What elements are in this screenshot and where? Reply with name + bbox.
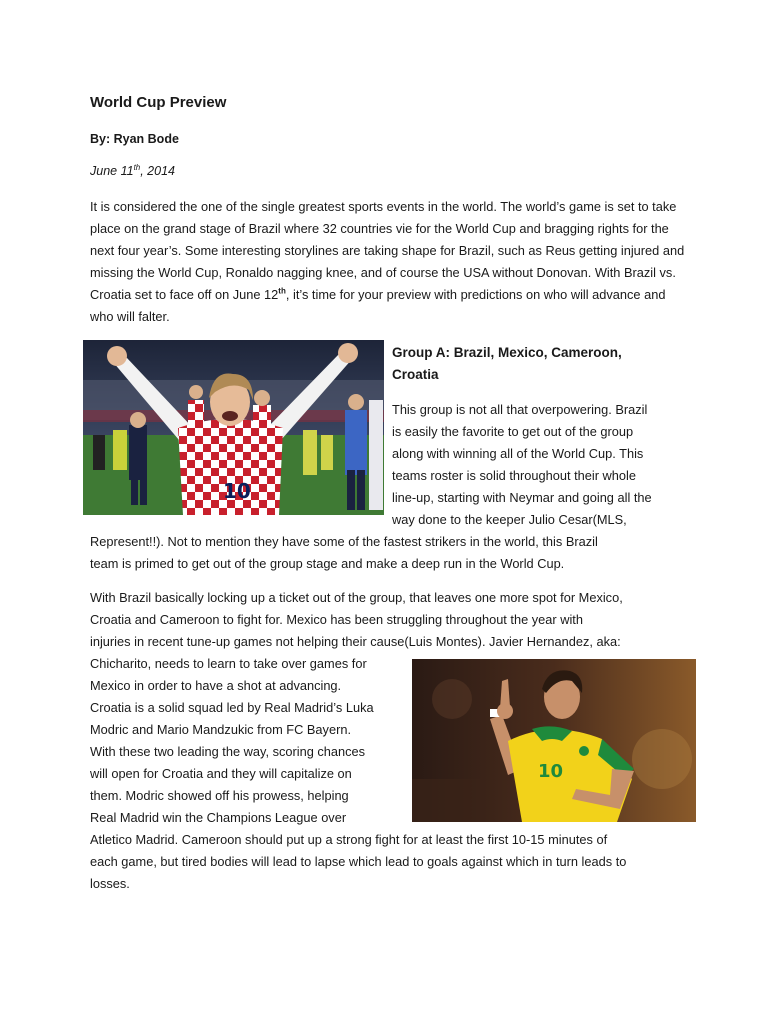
croatia-shirt-number: 10 [223,479,251,503]
mexico-para-line: Atletico Madrid. Cameroon should put up a strong fight for at least the first 10-15 minutes of [90,832,608,847]
croatia-player-photo [83,340,384,515]
group-a-line: Represent!!). Not to mention they have some of the fastest strikers in the world, this Brazil [90,534,598,549]
group-a-line: This group is not all that overpowering. Brazil [392,402,648,417]
group-a-line: teams roster is solid throughout their whole [392,468,636,483]
group-a-line: team is primed to get out of the group stage and make a deep run in the World Cup. [90,556,565,571]
group-a-line: is easily the favorite to get out of the group [392,424,634,439]
group-a-line: line-up, starting with Neymar and going all the [392,490,652,505]
mexico-para-line: With Brazil basically locking up a ticket out of the group, that leaves one more spot for Mexico, [90,590,623,605]
mexico-para-line: losses. [90,876,130,891]
mexico-para-line: each game, but tired bodies will lead to lapse which lead to goals against which in turn leads to [90,854,627,869]
intro-text-end: , it’s time for your preview with predictions on who will advance and who will falter. [90,287,666,324]
mexico-para-line: Chicharito, needs to learn to take over games for [90,656,367,671]
mexico-para-line: Real Madrid win the Champions League over [90,810,347,825]
date-superscript: th [133,163,141,172]
intro-paragraph [90,196,690,328]
mexico-para-line: Modric and Mario Mandzukic from FC Bayern. [90,722,351,737]
mexico-para-line: With these two leading the way, scoring chances [90,744,366,759]
mexico-para-line: them. Modric showed off his prowess, helping [90,788,349,803]
intro-text: It is considered the one of the single greatest sports events in the world. The world’s game is set to take place on the grand stage of Brazil where 32 countries vie for the World Cup and bragging rights for the next four year’s. Some interesting storylines are taking shape for Brazil, such as Reus getting injured and missing the World Cup, Ronaldo nagging knee, and of course the USA without Donovan. With Brazil vs. Croatia set to face off on June 12 [90,199,685,302]
mexico-para-line: injuries in recent tune-up games not helping their cause(Luis Montes). Javier Hernandez, aka: [90,634,621,649]
group-a-heading: Group A: Brazil, Mexico, Cameroon, Croatia [392,345,622,382]
date-prefix: June 11 [90,164,134,179]
mexico-para-line: Croatia and Cameroon to fight for. Mexico has been struggling throughout the year with [90,612,583,627]
brazil-player-photo [412,659,696,822]
article-byline: By: Ryan Bode [90,132,179,146]
mexico-para-line: Mexico in order to have a shot at advancing. [90,678,342,693]
group-a-line: way done to the keeper Julio Cesar(MLS, [392,512,627,527]
article-title: World Cup Preview [90,94,227,111]
article-date [90,163,175,178]
date-suffix: , 2014 [140,164,175,179]
group-a-line: along with winning all of the World Cup. This [392,446,644,461]
mexico-para-line: Croatia is a solid squad led by Real Madrid’s Luka [90,700,374,715]
intro-superscript: th [278,286,286,296]
brazil-shirt-number: 10 [538,761,564,782]
mexico-para-line: will open for Croatia and they will capitalize on [90,766,352,781]
